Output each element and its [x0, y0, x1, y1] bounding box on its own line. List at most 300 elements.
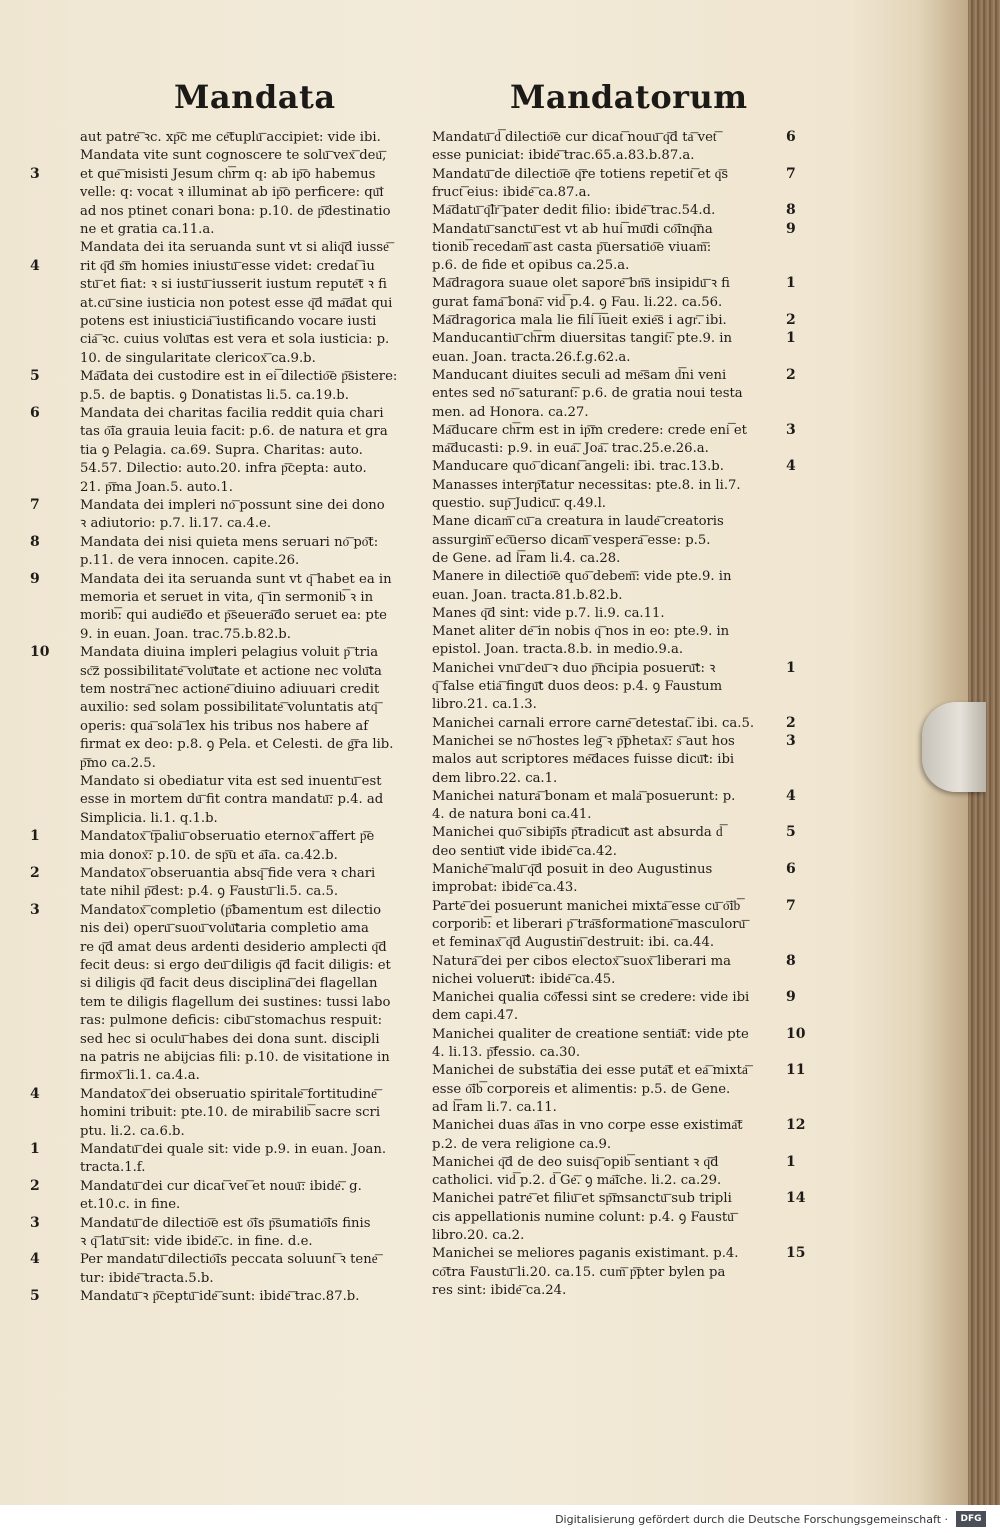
entry-number: 1 [786, 659, 796, 676]
entry-text: Natura͞ dei per cibos electox͞ suox͞ liberari ma [432, 953, 732, 969]
index-line [30, 588, 430, 607]
index-line [30, 1030, 430, 1049]
index-line [432, 1098, 832, 1117]
index-line [432, 1025, 832, 1044]
entry-text: morib͞: qui audie͞do et p͞seuera͞do seruet ea: pte [80, 608, 387, 624]
index-line [30, 662, 430, 681]
index-line [30, 533, 430, 552]
index-line [432, 1135, 832, 1154]
index-line [30, 809, 430, 828]
entry-number: 2 [786, 714, 796, 731]
entry-number: 10 [786, 1025, 806, 1042]
index-line [30, 441, 430, 460]
entry-text: Manet aliter de͞ in nobis q͞ nos in eo: pte.9. in [432, 624, 730, 640]
index-line [30, 827, 430, 846]
entry-text: Mandata dei ita seruanda sunt vt si aliq͞d iusse͞ [80, 240, 389, 256]
index-line [30, 404, 430, 423]
entry-number: 2 [786, 366, 796, 383]
entry-text: euan. Joan. tracta.81.b.82.b. [432, 587, 623, 603]
index-line [432, 1061, 832, 1080]
entry-text: tionib͞ recedam͞ ast casta p͞uersatio͞e viuam͞: [432, 239, 712, 255]
footer-credit: Digitalisierung gefördert durch die Deutsche Forschungsgemeinschaft · [555, 1513, 948, 1526]
index-line [432, 878, 832, 897]
entry-text: Manichei q͞d de deo suisq͞ opib͞ sentiant ꝛ q͞d [432, 1154, 719, 1170]
entry-text: auxilio: sed solam possibilitate͞ voluntatis atq͞ [80, 700, 378, 716]
index-line [30, 478, 430, 497]
entry-number: 4 [30, 1085, 40, 1102]
index-line [432, 1006, 832, 1025]
entry-text: epistol. Joan. tracta.8.b. in medio.9.a. [432, 642, 684, 658]
index-line [432, 970, 832, 989]
entry-text: Manichei natura͞ bonam et mala͞ posuerunt: p. [432, 788, 736, 804]
index-line [432, 823, 832, 842]
entry-text: deo sentiu͞t vide ibide͞ ca.42. [432, 843, 617, 859]
entry-text: cis appellationis numine colunt: p.4. ꝯ Faustu͞ [432, 1209, 734, 1225]
entry-text: potens est iniusticia͞ iustificando vocare iusti [80, 314, 377, 329]
entry-text: de Gene. ad l͞ram li.4. ca.28. [432, 550, 621, 566]
entry-text: p͞mo ca.2.5. [80, 755, 156, 771]
index-line [432, 183, 832, 202]
index-line [432, 146, 832, 165]
entry-text: Manducantiu͞ ch͞rm diuersitas tangit͞: pte.9. in [432, 331, 733, 347]
entry-text: p.11. de vera innocen. capite.26. [80, 553, 300, 569]
entry-number: 6 [786, 861, 796, 877]
index-line [432, 476, 832, 495]
index-line [432, 567, 832, 586]
entry-text: Manasses interp͞tatur necessitas: pte.8. in li.7. [432, 477, 741, 493]
index-line [30, 496, 430, 515]
index-line [30, 1287, 430, 1306]
entry-number: 7 [786, 897, 796, 914]
entry-number: 3 [786, 421, 796, 438]
entry-text: mia donox͞: p.10. de sp͞u et a͞ia. ca.42.b. [80, 847, 338, 863]
index-line [432, 201, 832, 220]
index-line [30, 698, 430, 717]
entry-text: Mandatu͞ sanctu͞ est vt ab hui͞ mu͞di co͞inq͞na [432, 221, 713, 237]
entry-text: catholici. vid͞ p.2. d͞ Ge͞. ꝯ ma͞iche. li.2. ca.29. [432, 1173, 722, 1189]
running-head-left: Mandata [174, 78, 336, 116]
entry-number: 5 [30, 368, 40, 385]
entry-text: tas o͞ia grauia leuia facit: p.6. de natura et gra [80, 424, 388, 440]
entry-number: 1 [30, 828, 40, 845]
entry-number: 5 [30, 1288, 40, 1305]
index-line [30, 367, 430, 386]
index-line [30, 1066, 430, 1085]
entry-text: homini tribuit: pte.10. de mirabilib͞ sacre scri [80, 1105, 381, 1121]
entry-text: esse puniciat: ibide͞ trac.65.a.83.b.87.a. [432, 148, 695, 164]
index-line [30, 754, 430, 773]
entry-text: Mandatu͞ de dilectio͞e q͞re totiens repetit͞ et q͞s [432, 166, 729, 182]
index-line [432, 1263, 832, 1282]
entry-text: ptu. li.2. ca.6.b. [80, 1123, 185, 1139]
entry-number: 7 [30, 497, 40, 513]
entry-text: malos aut scriptores me͞daces fuisse dicu͞t: ibi [432, 752, 735, 768]
index-line [432, 1171, 832, 1190]
index-line [30, 790, 430, 809]
index-line [30, 643, 430, 662]
index-line [432, 640, 832, 659]
entry-text: ras: pulmone deficis: cibu͞ stomachus respuit: [80, 1013, 383, 1029]
entry-text: improbat: ibide͞ ca.43. [432, 880, 578, 896]
entry-text: p.5. de baptis. ꝯ Donatistas li.5. ca.19.b. [80, 387, 349, 403]
entry-text: Mandatu͞ ꝛ p͞ceptu͞ ide͞ sunt: ibide͞ trac.87.b. [80, 1289, 360, 1305]
entry-text: fecit deus: si ergo deu͞ diligis q͞d facit diligis: et [80, 958, 391, 973]
entry-text: Manichei vnu͞ deu͞ ꝛ duo p͞ncipia posueru͞t: ꝛ [432, 660, 716, 676]
index-line [30, 1122, 430, 1141]
entry-number: 3 [30, 1214, 40, 1231]
index-line [432, 348, 832, 367]
entry-text: tem nostra͞ nec actione͞ diuino adiuuari credit [80, 682, 380, 697]
entry-text: euan. Joan. tracta.26.f.g.62.a. [432, 349, 631, 365]
index-line [432, 128, 832, 147]
entry-number: 1 [786, 1153, 796, 1170]
entry-text: Simplicia. li.1. q.1.b. [80, 810, 218, 826]
index-line [432, 311, 832, 330]
entry-text: et.10.c. in fine. [80, 1197, 181, 1213]
entry-text: assurgim͞ ec͞uerso dicam͞ vespera͞ esse: p.5. [432, 532, 711, 548]
index-line [432, 366, 832, 385]
index-line [432, 238, 832, 257]
entry-text: gurat fama͞ bona͞: vid͞ p.4. ꝯ Fau. li.22. ca.56. [432, 294, 723, 310]
index-line [30, 330, 430, 349]
entry-text: Manichei quo͞ sibip͞is p͞tradicu͞t ast absurda d͞ [432, 825, 723, 841]
entry-number: 3 [30, 901, 40, 918]
index-line [432, 293, 832, 312]
index-line [432, 1208, 832, 1227]
entry-number: 4 [786, 787, 796, 804]
entry-text: memoria et seruet in vita, q͞ in sermonib͞ ꝛ in [80, 590, 374, 605]
entry-text: Mandata dei charitas facilia reddit quia chari [80, 406, 384, 421]
index-line [432, 531, 832, 550]
entry-text: Mandata diuina impleri pelagius voluit p͞ tria [80, 645, 379, 661]
index-line [30, 974, 430, 993]
entry-text: Mandato si obediatur vita est sed inuentu͞ est [80, 774, 382, 789]
index-line [30, 1048, 430, 1067]
entry-number: 3 [786, 732, 796, 749]
entry-text: tracta.1.f. [80, 1160, 146, 1176]
entry-text: p.2. de vera religione ca.9. [432, 1136, 612, 1152]
index-line [432, 659, 832, 678]
entry-text: co͞tra Faustu͞ li.20. ca.15. cum͞ p͞pter bylen pa [432, 1264, 726, 1280]
entry-text: Mandatu͞ dei cur dicat͞ vet͞ et nouu͞: ibide͞. g. [80, 1178, 362, 1194]
entry-text: stu͞ et fiat: ꝛ si iustu͞ iusserit iustum repute͞t ꝛ fi [80, 277, 387, 293]
index-line [432, 165, 832, 184]
entry-text: ne et gratia ca.11.a. [80, 222, 215, 237]
index-line [30, 183, 430, 202]
index-line [30, 1158, 430, 1177]
entry-text: tur: ibide͞ tracta.5.b. [80, 1270, 214, 1286]
index-line [432, 1043, 832, 1062]
entry-text: Mandata vite sunt cognoscere te solu͞ vex͞ deu͞, [80, 148, 387, 164]
entry-number: 10 [30, 644, 50, 661]
entry-number: 3 [30, 165, 40, 182]
index-line [432, 1116, 832, 1135]
entry-text: Per mandatu͞ dilectio͞is peccata soluunt͞ ꝛ tene͞ [80, 1252, 378, 1268]
entry-text: re q͞d amat deus ardenti desiderio amplecti q͞d [80, 939, 387, 955]
entry-text: questio. sup͞ Judicu͞. q.49.l. [432, 496, 606, 511]
index-line [432, 1153, 832, 1172]
entry-number: 9 [786, 989, 796, 1006]
index-line [432, 329, 832, 348]
entry-number: 2 [30, 1177, 40, 1194]
index-line [30, 312, 430, 331]
entry-text: operis: qua͞ sola͞ lex his tribus nos habere af [80, 718, 369, 734]
entry-text: cia͞ ꝛc. cuius volu͞tas est vera et sola iusticia: p. [80, 332, 390, 348]
entry-text: Manichei se no͞ hostes leg͞ ꝛ p͞phetax͞: s͞ aut hos [432, 733, 735, 749]
index-line [30, 202, 430, 221]
index-line [30, 993, 430, 1012]
index-line [30, 606, 430, 625]
entry-text: velle: q: vocat ꝛ illuminat ab ip͞o perficere: qu͞i [80, 185, 384, 201]
index-line [432, 952, 832, 971]
entry-text: Mandata dei ita seruanda sunt vt q͞ habet ea in [80, 571, 392, 587]
entry-number: 9 [30, 570, 40, 587]
index-line [432, 842, 832, 861]
entry-text: tem te diligis flagellum dei sustines: tussi labo [80, 994, 391, 1010]
index-line [432, 805, 832, 824]
entry-text: Mandatox͞ obseruantia absq͞ fide vera ꝛ chari [80, 866, 376, 881]
entry-text: Manichei qualiter de creatione sentia͞t: vide pte [432, 1026, 749, 1042]
index-line [30, 680, 430, 699]
index-line [30, 570, 430, 589]
index-line [432, 1226, 832, 1245]
entry-text: Manes q͞d sint: vide p.7. li.9. ca.11. [432, 605, 665, 621]
entry-text: Manichei duas a͞ias in vno corpe esse existima͞t [432, 1118, 743, 1134]
entry-number: 1 [786, 330, 796, 347]
index-line [432, 274, 832, 293]
entry-text: esse in mortem du͞ fit contra mandatu͞: p.4. ad [80, 792, 384, 808]
entry-text: libro.20. ca.2. [432, 1228, 525, 1243]
index-line [432, 439, 832, 458]
entry-text: ma͞ducasti: p.9. in eua͞. Joa͞. trac.25.e.26.a. [432, 441, 709, 457]
index-line [30, 275, 430, 294]
entry-text: Mandatu͞ de dilectio͞e est o͞is p͞sumatio͞is finis [80, 1215, 371, 1231]
entry-number: 8 [786, 202, 796, 219]
index-line [432, 604, 832, 623]
index-line [30, 1103, 430, 1122]
entry-text: Mandatu͞ d͞ dilectio͞e cur dicat͞ nouu͞ q͞d ta͞ vet͞ [432, 130, 717, 145]
index-line [30, 128, 430, 147]
entry-text: sc͞z possibilitate͞ volu͞tate et actione nec volu͞ta [80, 663, 382, 679]
index-line [30, 846, 430, 865]
entry-text: Manducare quo͞ dicant͞ angeli: ibi. trac.13.b. [432, 459, 724, 475]
entry-text: Mandata dei impleri no͞ possunt sine dei dono [80, 498, 385, 513]
entry-number: 8 [30, 533, 40, 550]
index-line [432, 695, 832, 714]
index-line [30, 772, 430, 791]
entry-number: 6 [786, 129, 796, 145]
index-line [30, 1195, 430, 1214]
index-line [432, 787, 832, 806]
entry-text: Mandatox͞ t͞paliu͞ obseruatio eternox͞ affert p͞e [80, 829, 375, 845]
index-line [30, 146, 430, 165]
entry-number: 6 [30, 405, 40, 421]
entry-text: entes sed no͞ saturant͞: p.6. de gratia noui testa [432, 386, 743, 402]
entry-text: et feminax͞ q͞d Augustin͞ destruit: ibi. ca.44. [432, 935, 715, 951]
entry-text: aut patre͞ ꝛc. xp͞c me ce͞tuplu͞ accipiet: vide ibi. [80, 130, 381, 145]
entry-text: dem capi.47. [432, 1008, 519, 1024]
entry-text: et que͞ misisti Jesum ch͞rm q: ab ip͞o habemus [80, 166, 376, 182]
entry-text: firmox͞ li.1. ca.4.a. [80, 1068, 200, 1084]
entry-text: Manere in dilectio͞e quo͞ debem͞: vide pte.9. in [432, 569, 732, 585]
entry-text: Manichei patre͞ et filiu͞ et sp͞msanctu͞ sub tripli [432, 1191, 732, 1207]
entry-text: firmat ex deo: p.8. ꝯ Pela. et Celesti. de g͞ra lib. [80, 737, 394, 753]
index-line [30, 1232, 430, 1251]
entry-text: libro.21. ca.1.3. [432, 697, 537, 713]
entry-text: 9. in euan. Joan. trac.75.b.82.b. [80, 626, 291, 642]
index-line [30, 257, 430, 276]
index-line [30, 220, 430, 239]
index-line [432, 1189, 832, 1208]
index-line [30, 459, 430, 478]
entry-text: Manducant diuites seculi ad me͞sam d͞ni veni [432, 367, 727, 383]
entry-number: 5 [786, 824, 796, 841]
entry-text: nis dei) operu͞ suou͞ volu͞taria completio ama [80, 921, 369, 937]
index-line [432, 732, 832, 751]
index-line [432, 1080, 832, 1099]
entry-text: Parte͞ dei posuerunt manichei mixta͞ esse cu͞ o͞ib͞ [432, 898, 741, 914]
index-line [30, 551, 430, 570]
index-line [432, 897, 832, 916]
entry-number: 1 [30, 1141, 40, 1157]
entry-number: 12 [786, 1117, 806, 1134]
entry-text: tate nihil p͞dest: p.4. ꝯ Faustu͞ li.5. ca.5. [80, 884, 339, 900]
index-line [432, 549, 832, 568]
index-line [432, 714, 832, 733]
entry-text: na patris ne abijcias fili: p.10. de visitatione in [80, 1050, 390, 1065]
entry-text: 4. de natura boni ca.41. [432, 807, 592, 823]
index-line [30, 386, 430, 405]
index-line [30, 1140, 430, 1159]
entry-text: q͞ false etia͞ fingu͞t duos deos: p.4. ꝯ Faustum [432, 679, 723, 694]
entry-number: 11 [786, 1062, 806, 1079]
index-line [30, 1177, 430, 1196]
entry-text: 10. de singularitate clericox͞ ca.9.b. [80, 350, 316, 366]
index-line [432, 988, 832, 1007]
entry-text: dem libro.22. ca.1. [432, 770, 558, 786]
entry-text: res sint: ibide͞ ca.24. [432, 1282, 567, 1298]
entry-text: p.6. de fide et opibus ca.25.a. [432, 258, 630, 274]
entry-number: 14 [786, 1190, 806, 1207]
entry-text: 21. p͞ma Joan.5. auto.1. [80, 479, 234, 495]
index-line [30, 735, 430, 754]
index-line [30, 1085, 430, 1104]
index-line [30, 349, 430, 368]
index-line [30, 165, 430, 184]
index-line [432, 512, 832, 531]
index-line [432, 933, 832, 952]
entry-text: Manichei qualia co͞fessi sint se credere: vide ibi [432, 990, 750, 1006]
index-line [30, 919, 430, 938]
index-line [432, 1281, 832, 1300]
entry-number: 9 [786, 220, 796, 237]
index-line [30, 1011, 430, 1030]
entry-text: ꝛ q͞ latu͞ sit: vide ibide͞.c. in fine. d.e. [80, 1234, 313, 1249]
entry-text: tia ꝯ Pelagia. ca.69. Supra. Charitas: auto. [80, 442, 363, 458]
index-line [30, 882, 430, 901]
index-line [432, 677, 832, 696]
entry-text: Ma͞dragora suaue olet sapore͞ bn͞s insipidu͞ ꝛ fi [432, 276, 730, 292]
index-line [30, 294, 430, 313]
entry-text: at.cu͞ sine iusticia non potest esse q͞d ma͞dat qui [80, 295, 393, 311]
index-line [432, 256, 832, 275]
entry-text: esse o͞ib͞ corporeis et alimentis: p.5. de Gene. [432, 1081, 731, 1097]
entry-number: 8 [786, 952, 796, 969]
page-clip [922, 702, 986, 792]
entry-text: rit q͞d s͞m homies iniustu͞ esse videt: credat͞ iu [80, 258, 375, 274]
entry-number: 4 [30, 1251, 40, 1268]
entry-number: 2 [30, 865, 40, 881]
entry-text: Ma͞ducare ch͞rm est in ip͞m credere: crede eni͞ et [432, 422, 747, 438]
entry-text: men. ad Honora. ca.27. [432, 404, 589, 420]
index-line [432, 915, 832, 934]
index-line [432, 457, 832, 476]
entry-text: ꝛ adiutorio: p.7. li.17. ca.4.e. [80, 516, 272, 532]
entry-text: Mandatu͞ dei quale sit: vide p.9. in euan. Joan. [80, 1142, 387, 1157]
index-line [30, 625, 430, 644]
entry-text: Mane dicam͞ cu͞ a creatura in laude͞ creatoris [432, 514, 724, 530]
index-line [30, 717, 430, 736]
entry-number: 2 [786, 312, 796, 328]
entry-text: 4. li.13. p͞fessio. ca.30. [432, 1045, 581, 1060]
entry-number: 1 [786, 275, 796, 292]
index-line [432, 384, 832, 403]
index-line [432, 421, 832, 440]
index-line [30, 956, 430, 975]
index-line [30, 1250, 430, 1269]
entry-text: Manichei de substa͞tia dei esse puta͞t et ea͞ mixta͞ [432, 1063, 748, 1079]
entry-text: nichei volueru͞t: ibide͞ ca.45. [432, 971, 616, 987]
index-line [432, 1244, 832, 1263]
index-line [432, 860, 832, 879]
entry-text: Manichei se meliores paganis existimant. p.4. [432, 1246, 739, 1262]
index-line [30, 864, 430, 883]
running-head-right: Mandatorum [510, 78, 748, 116]
index-line [30, 1269, 430, 1288]
entry-text: Mandata dei nisi quieta mens seruari no͞ po͞t: [80, 534, 379, 550]
index-line [30, 1214, 430, 1233]
index-line [432, 750, 832, 769]
entry-text: Mandatox͞ completio (p͞bamentum est dilectio [80, 902, 382, 918]
index-line [432, 769, 832, 788]
entry-text: Maniche͞ malu͞ q͞d posuit in deo Augustinus [432, 862, 713, 877]
entry-text: ad nos ptinet conari bona: p.10. de p͞destinatio [80, 203, 391, 219]
entry-number: 7 [786, 165, 796, 182]
entry-text: corporib͞: et liberari p͞ tra͞sformatione͞ masculoru͞ [432, 916, 746, 932]
index-line [432, 494, 832, 513]
dfg-logo: DFG [956, 1511, 986, 1527]
index-line [432, 403, 832, 422]
index-line [30, 422, 430, 441]
entry-text: Manichei carnali errore carne͞ detestat͞. ibi. ca.5. [432, 715, 755, 731]
entry-text: ad l͞ram li.7. ca.11. [432, 1099, 557, 1115]
entry-number: 15 [786, 1245, 806, 1262]
entry-text: Ma͞data dei custodire est in ei͞ dilectio͞e p͞sistere: [80, 369, 398, 385]
entry-text: 54.57. Dilectio: auto.20. infra p͞cepta: auto. [80, 461, 367, 477]
index-line [30, 938, 430, 957]
index-line [30, 238, 430, 257]
index-line [30, 514, 430, 533]
index-line [432, 220, 832, 239]
entry-number: 4 [30, 257, 40, 274]
entry-number: 4 [786, 458, 796, 475]
entry-text: Mandatox͞ dei obseruatio spiritale͞ fortitudine͞ [80, 1086, 377, 1102]
index-line [432, 622, 832, 641]
entry-text: fruct͞ eius: ibide͞ ca.87.a. [432, 184, 591, 200]
entry-text: si diligis q͞d facit deus disciplina͞ dei flagellan [80, 976, 378, 992]
entry-text: Ma͞datu͞ q͞lr͞ pater dedit filio: ibide͞ trac.54.d. [432, 203, 716, 219]
entry-text: sed hec si oculu͞ habes dei dona sunt. discipli [80, 1031, 380, 1047]
